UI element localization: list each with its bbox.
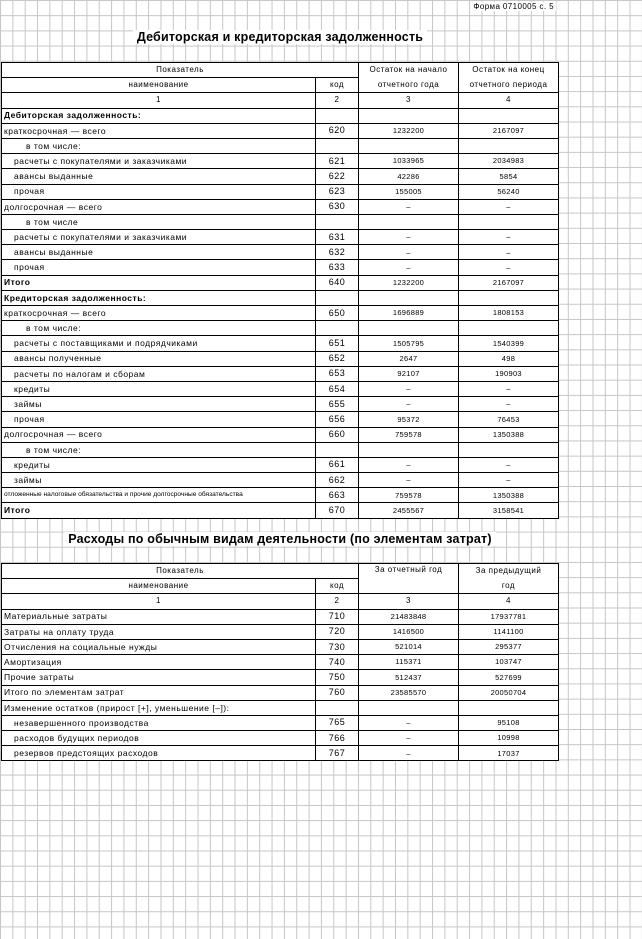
row-code-cell: [316, 108, 359, 123]
row-code-cell: [316, 700, 359, 715]
row-code-cell: 621: [316, 154, 359, 169]
row-code-cell: 767: [316, 746, 359, 761]
row-name-cell: в том числе:: [2, 442, 316, 457]
row-value-start-cell: 42286: [359, 169, 459, 184]
row-value-start-cell: [359, 214, 459, 229]
row-value-end-cell: 20050704: [459, 685, 559, 700]
row-value-end-cell: [459, 290, 559, 305]
header-num-1: 1: [2, 594, 316, 609]
row-value-start-cell: 92107: [359, 366, 459, 381]
row-code-cell: 630: [316, 199, 359, 214]
header-num-3: 3: [359, 93, 459, 108]
row-name-cell: Кредиторская задолженность:: [2, 290, 316, 305]
row-value-start-cell: 1232200: [359, 275, 459, 290]
row-value-end-cell: 17037: [459, 746, 559, 761]
row-value-start-cell: 95372: [359, 412, 459, 427]
row-name-cell: резервов предстоящих расходов: [2, 746, 316, 761]
table-row: [2, 321, 559, 336]
row-name-cell: прочая: [2, 260, 316, 275]
table-row: [2, 306, 559, 321]
table-row: [2, 199, 559, 214]
row-name-cell: долгосрочная — всего: [2, 199, 316, 214]
row-value-start-cell: [359, 138, 459, 153]
row-value-start-cell: –: [359, 245, 459, 260]
row-code-cell: 651: [316, 336, 359, 351]
row-value-end-cell: 498: [459, 351, 559, 366]
row-name-cell: Затраты на оплату труда: [2, 624, 316, 639]
table-row: [2, 214, 559, 229]
header-col4-line1: Остаток на конец: [459, 63, 559, 78]
header-row: [2, 564, 559, 579]
row-value-end-cell: 3158541: [459, 503, 559, 518]
row-code-cell: 740: [316, 655, 359, 670]
header-row: [2, 579, 559, 594]
row-name-cell: Итого по элементам затрат: [2, 685, 316, 700]
row-name-cell: Отчисления на социальные нужды: [2, 639, 316, 654]
header-number-row: [2, 93, 559, 108]
table-row: [2, 609, 559, 624]
row-value-start-cell: [359, 108, 459, 123]
table-row: [2, 397, 559, 412]
table-row: [2, 731, 559, 746]
row-value-end-cell: 95108: [459, 715, 559, 730]
row-value-end-cell: 1141100: [459, 624, 559, 639]
row-code-cell: 765: [316, 715, 359, 730]
row-code-cell: 720: [316, 624, 359, 639]
row-value-end-cell: 295377: [459, 639, 559, 654]
row-name-cell: Итого: [2, 503, 316, 518]
table-row: [2, 366, 559, 381]
row-value-end-cell: [459, 138, 559, 153]
row-name-cell: краткосрочная — всего: [2, 123, 316, 138]
row-value-start-cell: –: [359, 381, 459, 396]
header-number-row: [2, 594, 559, 609]
section-title-receivables-payables: [0, 30, 560, 44]
row-value-start-cell: 21483848: [359, 609, 459, 624]
row-code-cell: 631: [316, 230, 359, 245]
row-code-cell: 750: [316, 670, 359, 685]
table-row: [2, 473, 559, 488]
row-name-cell: прочая: [2, 412, 316, 427]
row-value-end-cell: –: [459, 230, 559, 245]
row-value-start-cell: 512437: [359, 670, 459, 685]
row-value-end-cell: –: [459, 457, 559, 472]
row-value-start-cell: –: [359, 230, 459, 245]
row-name-cell: Материальные затраты: [2, 609, 316, 624]
row-name-cell: расчеты с поставщиками и подрядчиками: [2, 336, 316, 351]
header-num-4: 4: [459, 93, 559, 108]
header-col3-line2: отчетного года: [359, 78, 459, 93]
table-row: [2, 639, 559, 654]
table-row: [2, 275, 559, 290]
header-num-2: 2: [316, 93, 359, 108]
table-row: [2, 488, 559, 503]
row-name-cell: авансы выданные: [2, 245, 316, 260]
row-code-cell: 710: [316, 609, 359, 624]
header-code: код: [316, 78, 359, 93]
receivables-payables-body: [2, 108, 559, 518]
row-value-start-cell: 23585570: [359, 685, 459, 700]
header-num-2: 2: [316, 594, 359, 609]
table-row: [2, 169, 559, 184]
row-value-end-cell: [459, 700, 559, 715]
table-row: [2, 123, 559, 138]
row-name-cell: Итого: [2, 275, 316, 290]
row-code-cell: 760: [316, 685, 359, 700]
table-row: [2, 427, 559, 442]
table-row: [2, 381, 559, 396]
row-name-cell: авансы полученные: [2, 351, 316, 366]
table-row: [2, 412, 559, 427]
row-code-cell: 633: [316, 260, 359, 275]
expenses-body: [2, 609, 559, 761]
row-value-start-cell: 1505795: [359, 336, 459, 351]
table-row: [2, 290, 559, 305]
row-code-cell: 663: [316, 488, 359, 503]
row-name-cell: кредиты: [2, 381, 316, 396]
row-name-cell: краткосрочная — всего: [2, 306, 316, 321]
header-col4-line2: год: [459, 579, 559, 594]
row-value-end-cell: 2034983: [459, 154, 559, 169]
row-name-cell: авансы выданные: [2, 169, 316, 184]
row-value-start-cell: [359, 442, 459, 457]
row-value-end-cell: 2167097: [459, 123, 559, 138]
table-row: [2, 624, 559, 639]
row-code-cell: 730: [316, 639, 359, 654]
row-value-end-cell: [459, 321, 559, 336]
row-value-end-cell: 190903: [459, 366, 559, 381]
table-row: [2, 655, 559, 670]
row-value-start-cell: [359, 321, 459, 336]
table-row: [2, 230, 559, 245]
row-value-start-cell: 759578: [359, 488, 459, 503]
table-row: [2, 670, 559, 685]
header-col4-line2: отчетного периода: [459, 78, 559, 93]
table-row: [2, 700, 559, 715]
row-value-start-cell: 155005: [359, 184, 459, 199]
row-value-start-cell: –: [359, 260, 459, 275]
row-value-start-cell: [359, 700, 459, 715]
row-code-cell: 632: [316, 245, 359, 260]
row-value-end-cell: 1540399: [459, 336, 559, 351]
row-code-cell: [316, 138, 359, 153]
section-title-text: Расходы по обычным видам деятельности (по элементам затрат): [64, 532, 495, 546]
row-value-start-cell: –: [359, 473, 459, 488]
table-row: [2, 154, 559, 169]
row-name-cell: расчеты по налогам и сборам: [2, 366, 316, 381]
table-row: [2, 108, 559, 123]
row-value-start-cell: –: [359, 731, 459, 746]
row-value-end-cell: [459, 214, 559, 229]
row-value-end-cell: [459, 108, 559, 123]
header-row: [2, 63, 559, 78]
row-value-end-cell: –: [459, 381, 559, 396]
section-title-expenses: [0, 532, 560, 546]
row-code-cell: 622: [316, 169, 359, 184]
row-value-start-cell: 1232200: [359, 123, 459, 138]
row-value-start-cell: –: [359, 397, 459, 412]
row-code-cell: 650: [316, 306, 359, 321]
row-value-start-cell: –: [359, 457, 459, 472]
table-row: [2, 457, 559, 472]
row-value-start-cell: –: [359, 746, 459, 761]
header-num-1: 1: [2, 93, 316, 108]
row-code-cell: 654: [316, 381, 359, 396]
table-row: [2, 351, 559, 366]
row-value-end-cell: 17937781: [459, 609, 559, 624]
row-code-cell: 670: [316, 503, 359, 518]
row-name-cell: в том числе: [2, 214, 316, 229]
table-row: [2, 503, 559, 518]
row-value-end-cell: 527699: [459, 670, 559, 685]
expenses-table: [1, 563, 559, 761]
row-code-cell: [316, 290, 359, 305]
row-value-end-cell: 1350388: [459, 488, 559, 503]
row-code-cell: 653: [316, 366, 359, 381]
row-value-end-cell: 5854: [459, 169, 559, 184]
form-code: Форма 0710005 с. 5: [473, 2, 554, 11]
row-value-end-cell: –: [459, 260, 559, 275]
receivables-payables-table: [1, 62, 559, 519]
table-row: [2, 336, 559, 351]
row-value-start-cell: –: [359, 715, 459, 730]
row-code-cell: 766: [316, 731, 359, 746]
row-name-cell: расчеты с покупателями и заказчиками: [2, 230, 316, 245]
row-name-cell: расходов будущих периодов: [2, 731, 316, 746]
row-value-end-cell: 1808153: [459, 306, 559, 321]
row-value-end-cell: 1350388: [459, 427, 559, 442]
table-row: [2, 138, 559, 153]
table-row: [2, 746, 559, 761]
row-code-cell: 640: [316, 275, 359, 290]
row-value-start-cell: 1696889: [359, 306, 459, 321]
row-name-cell: долгосрочная — всего: [2, 427, 316, 442]
row-code-cell: 656: [316, 412, 359, 427]
row-name-cell: незавершенного производства: [2, 715, 316, 730]
row-code-cell: 661: [316, 457, 359, 472]
row-name-cell: Изменение остатков (прирост [+], уменьшение [–]):: [2, 700, 316, 715]
table-row: [2, 685, 559, 700]
row-code-cell: 662: [316, 473, 359, 488]
header-col3-line1: Остаток на начало: [359, 63, 459, 78]
row-value-end-cell: 103747: [459, 655, 559, 670]
header-num-3: 3: [359, 594, 459, 609]
header-code: код: [316, 579, 359, 594]
row-code-cell: 652: [316, 351, 359, 366]
table-row: [2, 184, 559, 199]
row-name-cell: отложенные налоговые обязательства и прочие долгосрочные обязательства: [2, 488, 316, 503]
row-value-start-cell: [359, 290, 459, 305]
section-title-text: Дебиторская и кредиторская задолженность: [133, 30, 427, 44]
row-value-end-cell: 2167097: [459, 275, 559, 290]
row-code-cell: 660: [316, 427, 359, 442]
row-value-start-cell: –: [359, 199, 459, 214]
table-row: [2, 260, 559, 275]
header-num-4: 4: [459, 594, 559, 609]
row-value-end-cell: –: [459, 245, 559, 260]
header-col3: За отчетный год: [359, 564, 459, 594]
row-name-cell: займы: [2, 473, 316, 488]
row-name-cell: Амортизация: [2, 655, 316, 670]
row-value-end-cell: –: [459, 473, 559, 488]
row-name-cell: прочая: [2, 184, 316, 199]
header-indicator: Показатель: [2, 63, 359, 78]
row-name-cell: займы: [2, 397, 316, 412]
row-value-end-cell: 10998: [459, 731, 559, 746]
row-value-end-cell: 56240: [459, 184, 559, 199]
header-col4-line1: За предыдущий: [459, 564, 559, 579]
row-name-cell: расчеты с покупателями и заказчиками: [2, 154, 316, 169]
table-row: [2, 442, 559, 457]
row-name-cell: Дебиторская задолженность:: [2, 108, 316, 123]
row-value-start-cell: 1033965: [359, 154, 459, 169]
row-code-cell: [316, 442, 359, 457]
row-name-cell: кредиты: [2, 457, 316, 472]
row-name-cell: в том числе:: [2, 321, 316, 336]
row-code-cell: 620: [316, 123, 359, 138]
row-value-end-cell: 76453: [459, 412, 559, 427]
row-name-cell: в том числе:: [2, 138, 316, 153]
row-code-cell: [316, 214, 359, 229]
row-value-end-cell: –: [459, 199, 559, 214]
table-row: [2, 245, 559, 260]
row-value-start-cell: 115371: [359, 655, 459, 670]
row-value-end-cell: –: [459, 397, 559, 412]
row-value-start-cell: 2455567: [359, 503, 459, 518]
row-value-start-cell: 1416500: [359, 624, 459, 639]
header-row: [2, 78, 559, 93]
row-value-start-cell: 521014: [359, 639, 459, 654]
header-name: наименование: [2, 579, 316, 594]
row-code-cell: 623: [316, 184, 359, 199]
row-code-cell: 655: [316, 397, 359, 412]
row-value-start-cell: 759578: [359, 427, 459, 442]
row-value-start-cell: 2647: [359, 351, 459, 366]
row-code-cell: [316, 321, 359, 336]
table-row: [2, 715, 559, 730]
row-name-cell: Прочие затраты: [2, 670, 316, 685]
header-name: наименование: [2, 78, 316, 93]
row-value-end-cell: [459, 442, 559, 457]
header-indicator: Показатель: [2, 564, 359, 579]
